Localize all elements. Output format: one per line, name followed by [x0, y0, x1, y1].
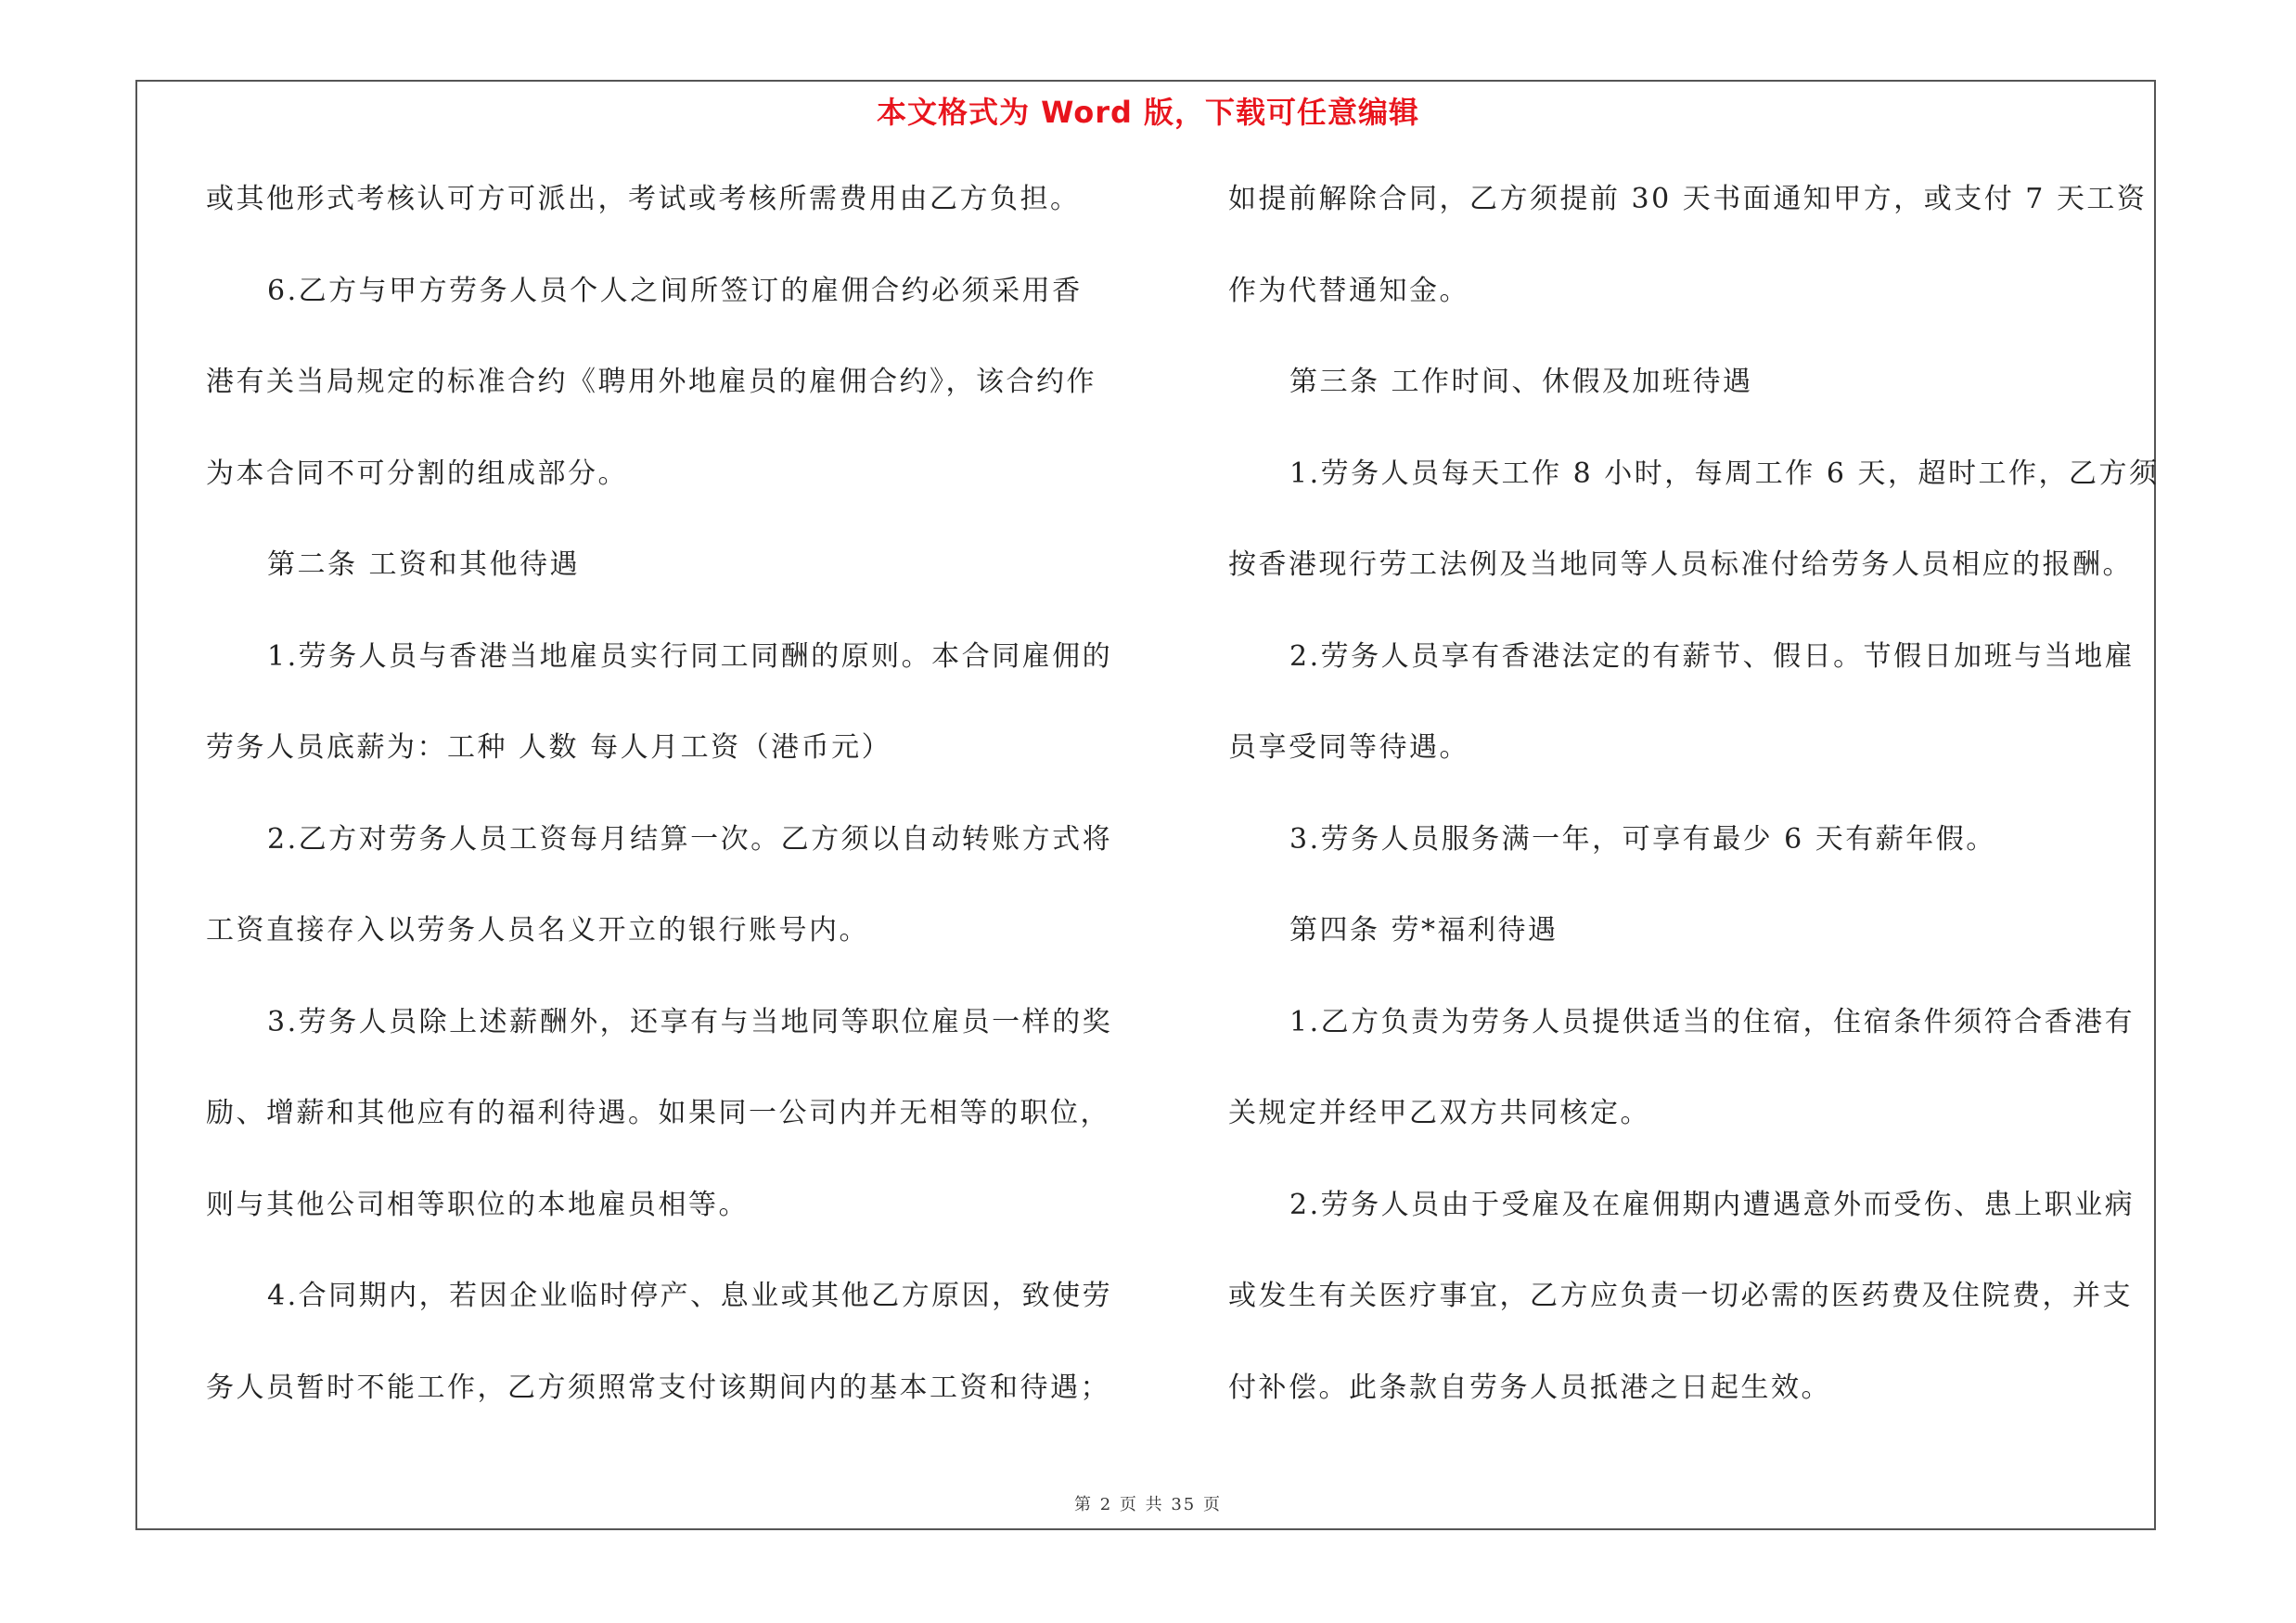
text-line: 则与其他公司相等职位的本地雇员相等。: [206, 1188, 749, 1221]
text-line: 第二条 工资和其他待遇: [267, 548, 581, 581]
text-line: 工资直接存入以劳务人员名义开立的银行账号内。: [206, 914, 869, 947]
text-line: 第四条 劳*福利待遇: [1289, 914, 1558, 947]
text-line: 如提前解除合同，乙方须提前 30 天书面通知甲方，或支付 7 天工资: [1228, 183, 2148, 215]
text-line: 2.劳务人员由于受雇及在雇佣期内遭遇意外而受伤、患上职业病: [1289, 1188, 2136, 1221]
text-line: 1.乙方负责为劳务人员提供适当的住宿，住宿条件须符合香港有: [1289, 1005, 2136, 1038]
text-line: 员享受同等待遇。: [1228, 731, 1469, 764]
text-line: 2.劳务人员享有香港法定的有薪节、假日。节假日加班与当地雇: [1289, 639, 2136, 673]
text-line: 2.乙方对劳务人员工资每月结算一次。乙方须以自动转账方式将: [267, 822, 1113, 856]
text-line: 务人员暂时不能工作，乙方须照常支付该期间内的基本工资和待遇；: [206, 1371, 1110, 1404]
text-line: 作为代替通知金。: [1228, 274, 1469, 307]
text-line: 港有关当局规定的标准合约《聘用外地雇员的雇佣合约》，该合约作: [206, 366, 1097, 398]
text-line: 按香港现行劳工法例及当地同等人员标准付给劳务人员相应的报酬。: [1228, 548, 2133, 581]
text-line: 劳务人员底薪为：工种 人数 每人月工资（港币元）: [206, 731, 892, 764]
text-line: 3.劳务人员服务满一年，可享有最少 6 天有薪年假。: [1289, 822, 1996, 856]
text-line: 4.合同期内，若因企业临时停产、息业或其他乙方原因，致使劳: [267, 1280, 1113, 1312]
text-line: 3.劳务人员除上述薪酬外，还享有与当地同等职位雇员一样的奖: [267, 1005, 1113, 1038]
format-banner: 本文格式为 Word 版，下载可任意编辑: [876, 95, 1420, 130]
text-line: 1.劳务人员与香港当地雇员实行同工同酬的原则。本合同雇佣的: [267, 639, 1113, 673]
text-line: 付补偿。此条款自劳务人员抵港之日起生效。: [1228, 1371, 1831, 1404]
text-line: 关规定并经甲乙双方共同核定。: [1228, 1097, 1650, 1129]
text-line: 或发生有关医疗事宜，乙方应负责一切必需的医药费及住院费，并支: [1228, 1280, 2133, 1312]
left-column: [206, 184, 1134, 1463]
text-line: 6.乙方与甲方劳务人员个人之间所签订的雇佣合约必须采用香: [267, 274, 1083, 307]
page-footer: 第 2 页 共 35 页: [1074, 1495, 1222, 1514]
text-line: 1.劳务人员每天工作 8 小时，每周工作 6 天，超时工作，乙方须: [1289, 457, 2160, 490]
text-line: 或其他形式考核认可方可派出，考试或考核所需费用由乙方负担。: [206, 183, 1081, 215]
text-line: 为本合同不可分割的组成部分。: [206, 457, 628, 490]
text-line: 第三条 工作时间、休假及加班待遇: [1289, 366, 1753, 398]
right-column: [1228, 183, 2160, 1463]
text-line: 励、增薪和其他应有的福利待遇。如果同一公司内并无相等的职位，: [206, 1097, 1110, 1129]
